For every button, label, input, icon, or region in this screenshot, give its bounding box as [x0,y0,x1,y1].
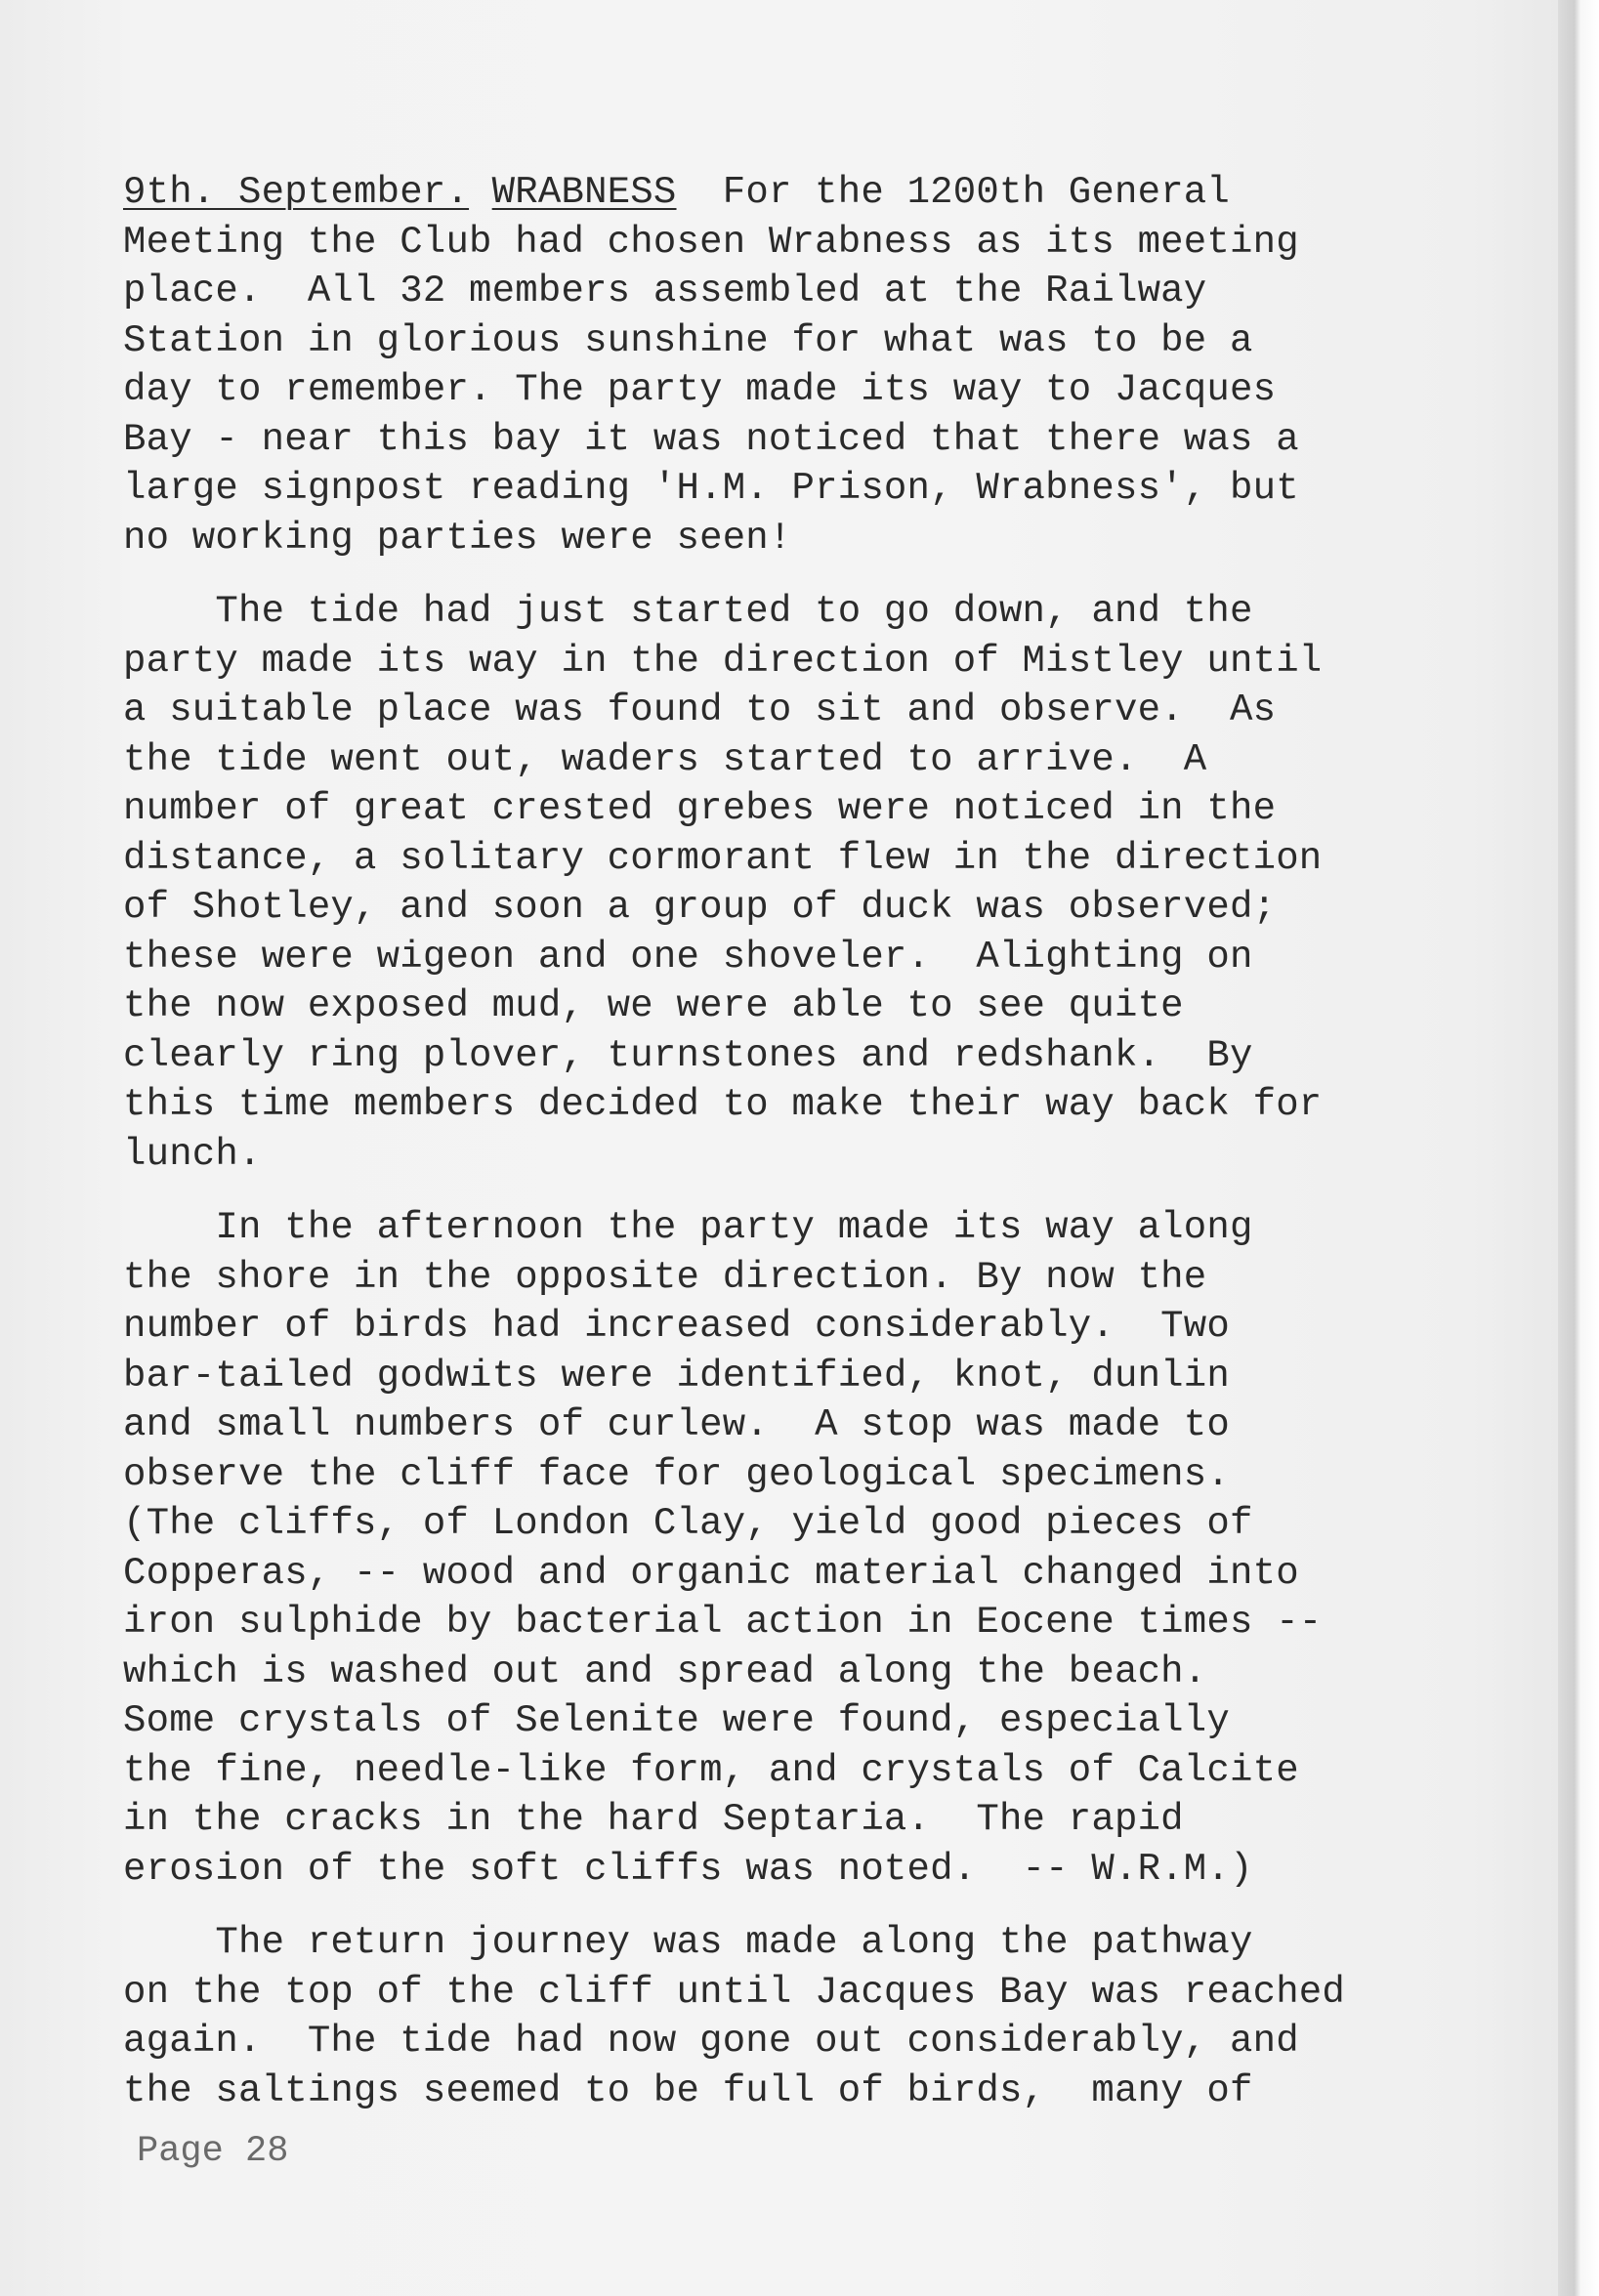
text-line: place. All 32 members assembled at the Railway [123,270,1207,313]
document-body [123,168,1510,2115]
text-line: the saltings seemed to be full of birds, many of [123,2068,1253,2112]
heading-date: 9th. September. [123,171,470,214]
text-line: the fine, needle-like form, and crystals of Calcite [123,1748,1299,1792]
heading-place: WRABNESS [491,171,677,214]
text-line: no working parties were seen! [123,516,792,560]
text-line: In the afternoon the party made its way along [123,1206,1253,1249]
text-line: which is washed out and spread along the beach. [123,1649,1207,1693]
text-line: party made its way in the direction of Mistley until [123,639,1323,683]
text-line: this time members decided to make their way back for [123,1083,1323,1126]
text-line: a suitable place was found to sit and observe. As [123,689,1277,731]
text-line: of Shotley, and soon a group of duck was observed; [123,886,1277,929]
page-edge-shadow [1558,0,1599,2296]
text-line: Bay - near this bay it was noticed that there was a [123,417,1299,461]
text-line: number of birds had increased considerably. Two [123,1305,1230,1348]
text-line: bar-tailed godwits were identified, knot, dunlin [123,1354,1230,1398]
text-line: number of great crested grebes were noticed in the [123,787,1277,830]
text-line: the tide went out, waders started to arrive. A [123,737,1207,781]
text-line: Meeting the Club had chosen Wrabness as its meeting [123,220,1299,264]
text-line: large signpost reading 'H.M. Prison, Wrabness', but [123,467,1299,510]
text-line: in the cracks in the hard Septaria. The rapid [123,1798,1184,1841]
text-line: on the top of the cliff until Jacques Bay was reached [123,1970,1346,2014]
text-line: these were wigeon and one shoveler. Alighting on [123,935,1253,979]
paragraph [123,1918,1510,2115]
text-line: erosion of the soft cliffs was noted. -- W.R.M.) [123,1847,1253,1891]
text-line: day to remember. The party made its way to Jacques [123,368,1277,411]
text-line: Station in glorious sunshine for what was to be a [123,318,1253,362]
text-line: The tide had just started to go down, and the [123,590,1253,633]
text-line: Copperas, -- wood and organic material changed into [123,1551,1299,1595]
text-line: again. The tide had now gone out considerably, and [123,2020,1299,2063]
text-line: clearly ring plover, turnstones and redshank. By [123,1033,1253,1077]
paragraph-gap [123,1179,1510,1203]
paragraph [123,587,1510,1179]
text-line: distance, a solitary cormorant flew in the direction [123,836,1323,880]
page-number: Page 28 [137,2131,289,2172]
text-line: lunch. [123,1132,262,1176]
text-line: iron sulphide by bacterial action in Eocene times -- [123,1601,1323,1644]
heading-rest: For the 1200th General [722,171,1231,214]
text-line: Some crystals of Selenite were found, especially [123,1699,1230,1742]
text-line: the now exposed mud, we were able to see quite [123,984,1184,1027]
text-line: (The cliffs, of London Clay, yield good pieces of [123,1502,1253,1545]
paragraph-gap [123,1894,1510,1918]
heading-line [123,168,1510,218]
text-line: and small numbers of curlew. A stop was made to [123,1403,1230,1446]
paragraphs [123,218,1510,2116]
paragraph-gap [123,563,1510,587]
paragraph [123,1203,1510,1894]
paragraph [123,218,1510,564]
text-line: The return journey was made along the pathway [123,1921,1253,1964]
text-line: observe the cliff face for geological specimens. [123,1452,1230,1496]
text-line: the shore in the opposite direction. By now the [123,1255,1207,1299]
